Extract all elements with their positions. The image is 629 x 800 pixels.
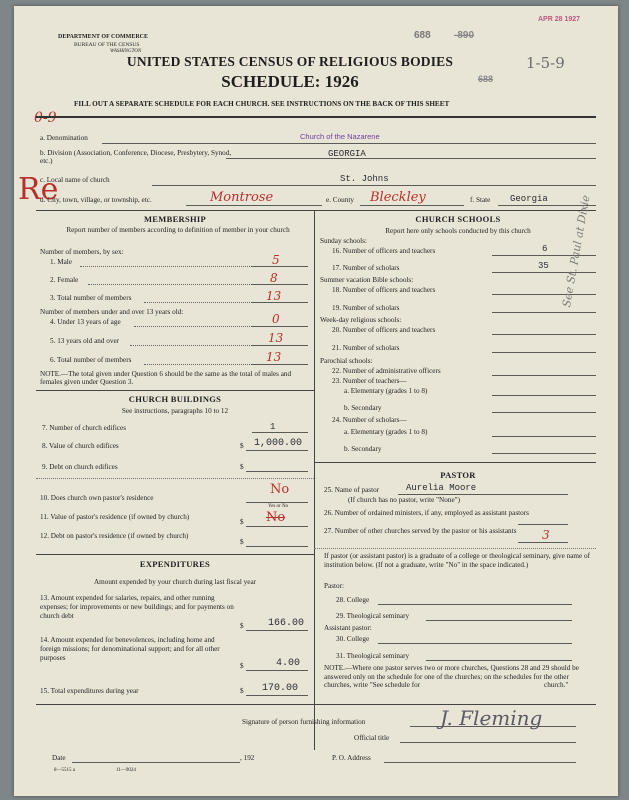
assistant-subheading: Assistant pastor:: [324, 624, 372, 632]
membership-heading: MEMBERSHIP: [143, 214, 207, 224]
teachers-elementary-label: a. Elementary (grades 1 to 8): [344, 387, 428, 395]
pastor-note: NOTE.—Where one pastor serves two or more churches, Questions 28 and 29 should be answered only on the schedule for one of the churches; on the schedules for the other churches, write "See schedule for: [324, 664, 579, 690]
official-title-line: [400, 742, 576, 743]
edifices-count-line: [252, 432, 308, 433]
total-members-leader: [144, 302, 252, 303]
dollar-sign-13: $: [240, 622, 244, 630]
owns-residence-value: No: [270, 482, 290, 497]
city-town-value: Montrose: [210, 190, 274, 205]
membership-note: NOTE.—The total given under Question 6 should be the same as the total of males and females given under Question 3.: [40, 370, 292, 386]
pastor-name-hint: (If church has no pastor, write "None"): [348, 496, 460, 504]
female-leader: [88, 284, 252, 285]
edifices-debt-label: 9. Debt on church edifices: [42, 463, 118, 471]
date-line: [72, 762, 240, 763]
scholars-secondary-line: [492, 453, 596, 454]
male-label: 1. Male: [50, 258, 72, 266]
sunday-teachers-label: 16. Number of officers and teachers: [332, 247, 436, 255]
benevolences-line: [246, 670, 308, 671]
total-expenditures-line: [246, 695, 308, 696]
teachers-secondary-label: b. Secondary: [344, 404, 382, 412]
residence-value-label: 11. Value of pastor's residence (if owned by church): [40, 513, 190, 521]
city-town-line: [186, 205, 322, 206]
department-label: DEPARTMENT OF COMMERCE: [58, 34, 149, 40]
age-intro-label: Number of members under and over 13 years old:: [40, 308, 184, 316]
summer-teachers-label: 18. Number of officers and teachers: [332, 286, 436, 294]
weekday-teachers-line: [492, 334, 596, 335]
sunday-scholars-value: 35: [538, 261, 549, 271]
under-13-line: [252, 326, 308, 327]
edifices-count-value: 1: [270, 422, 276, 432]
running-expenses-line: [246, 630, 308, 631]
total-members-6-leader: [144, 364, 252, 365]
dollar-sign-15: $: [240, 687, 244, 695]
county-line: [360, 205, 464, 206]
header-rule: [36, 116, 596, 118]
total-members-6-label: 6. Total number of members: [50, 356, 132, 364]
serial-number-stamp: 688: [414, 30, 431, 41]
date-label: Date: [52, 754, 66, 762]
buildings-rule: [36, 390, 314, 391]
margin-pencil-note: See St. Paul at Dixie: [560, 194, 593, 309]
total-expenditures-value: 170.00: [262, 683, 299, 694]
other-churches-label: 27. Number of other churches served by the pastor or his assistants: [324, 527, 517, 535]
graduate-note: If pastor (or assistant pastor) is a graduate of a college or theological seminary, give name of institution below. (If not a graduate, write "No" in the space indicated.): [324, 552, 590, 569]
official-title-label: Official title: [354, 734, 390, 742]
pastor-note-end: church.": [544, 681, 569, 689]
benevolences-value: 4.00: [276, 658, 301, 669]
yes-no-hint: Yes or No: [268, 504, 289, 509]
summer-scholars-line: [492, 312, 596, 313]
assistant-pastors-label: 26. Number of ordained ministers, if any, employed as assistant pastors: [324, 509, 529, 517]
form-title: UNITED STATES CENSUS OF RELIGIOUS BODIES: [126, 54, 454, 69]
state-label: f. State: [470, 196, 491, 204]
handwritten-code-right: 1-5-9: [526, 54, 565, 72]
pastor-subheading: Pastor:: [324, 582, 344, 590]
pastor-college-label: 28. College: [336, 596, 370, 604]
bureau-label: BUREAU OF THE CENSUS: [74, 42, 140, 48]
section-rule-top: [36, 210, 596, 211]
edifices-count-label: 7. Number of church edifices: [42, 424, 127, 432]
pastor-name-label: 25. Name of pastor: [324, 486, 380, 494]
pastor-name-value: Aurelia Moore: [406, 483, 477, 493]
male-value: 5: [272, 253, 280, 267]
running-expenses-value: 166.00: [268, 618, 305, 629]
scholars-elementary-label: a. Elementary (grades 1 to 8): [344, 428, 428, 436]
edifices-value-line: [246, 450, 308, 451]
female-value: 8: [270, 271, 278, 285]
sunday-scholars-label: 17. Number of scholars: [332, 264, 400, 272]
pastor-seminary-line: [426, 620, 572, 621]
running-expenses-label: 13. Amount expended for salaries, repairs, and other running expenses; for improvements or new buildings; and for payments on church debt: [40, 594, 234, 620]
summer-schools-label: Summer vacation Bible schools:: [320, 276, 414, 284]
parochial-teachers-label: 23. Number of teachers—: [332, 377, 407, 385]
serial-number-struck-2: 688: [478, 74, 494, 84]
other-churches-line: [518, 542, 568, 543]
edifices-value-value: 1,000.00: [254, 438, 303, 449]
total-members-value: 13: [266, 289, 282, 303]
weekday-schools-label: Week-day religious schools:: [320, 316, 402, 324]
margin-mark: Re: [18, 172, 59, 207]
church-name-line: [152, 185, 596, 186]
summer-teachers-line: [492, 294, 596, 295]
residence-value-value: No: [266, 510, 286, 525]
division-label: b. Division (Association, Conference, Diocese, Presbytery, Synod, etc.): [40, 149, 232, 165]
buildings-heading: CHURCH BUILDINGS: [128, 394, 222, 404]
sunday-schools-label: Sunday schools:: [320, 237, 367, 245]
church-name-label: c. Local name of church: [40, 176, 110, 184]
footer-rule: [36, 704, 596, 705]
assistant-college-line: [378, 643, 572, 644]
weekday-scholars-label: 21. Number of scholars: [332, 344, 400, 352]
dollar-sign-8: $: [240, 442, 244, 450]
total-expenditures-label: 15. Total expenditures during year: [40, 687, 139, 695]
column-divider: [314, 210, 315, 750]
address-label: P. O. Address: [332, 754, 371, 762]
weekday-scholars-line: [492, 352, 596, 353]
schools-heading: CHURCH SCHOOLS: [415, 214, 501, 224]
expenditures-intro: Amount expended by your church during last fiscal year: [93, 578, 257, 586]
under-13-value: 0: [272, 312, 280, 326]
male-leader: [80, 266, 252, 267]
county-label: e. County: [326, 196, 354, 204]
denomination-value: Church of the Nazarene: [300, 132, 380, 141]
pastor-name-line: [398, 494, 568, 495]
dollar-sign-11: $: [240, 518, 244, 526]
over-13-leader: [130, 345, 252, 346]
dollar-sign-9: $: [240, 463, 244, 471]
graduate-rule: [314, 548, 596, 549]
address-line: [384, 762, 576, 763]
benevolences-label: 14. Amount expended for benevolences, including home and foreign missions; for denominational support; and for all other purposes: [40, 636, 220, 662]
other-churches-value: 3: [542, 528, 550, 542]
instruction-banner: FILL OUT A SEPARATE SCHEDULE FOR EACH CHURCH. SEE INSTRUCTIONS ON THE BACK OF THIS SHEET: [74, 100, 450, 108]
schools-intro: Report here only schools conducted by this church: [385, 227, 531, 235]
signature-value: J. Fleming: [440, 706, 543, 730]
expenditures-heading: EXPENDITURES: [139, 559, 211, 569]
dollar-sign-12: $: [240, 538, 244, 546]
sunday-teachers-value: 6: [542, 244, 548, 254]
denomination-label: a. Denomination: [40, 134, 88, 142]
female-line: [252, 284, 308, 285]
pastor-heading: PASTOR: [440, 470, 476, 480]
county-value: Bleckley: [370, 190, 426, 205]
edifices-debt-line: [246, 471, 308, 472]
weekday-teachers-label: 20. Number of officers and teachers: [332, 326, 436, 334]
handwritten-code-left: 0-9: [34, 110, 57, 126]
church-name-value: St. Johns: [340, 174, 389, 184]
census-schedule-sheet: [14, 6, 618, 796]
assistant-college-label: 30. College: [336, 635, 370, 643]
serial-number-struck: -890: [454, 30, 475, 41]
under-13-leader: [134, 326, 252, 327]
male-line: [252, 266, 308, 267]
city-label: WASHINGTON: [110, 49, 142, 54]
signature-label: Signature of person furnishing information: [242, 718, 366, 726]
residence-debt-line: [246, 546, 308, 547]
membership-intro: Report number of members according to definition of member in your church: [66, 226, 290, 234]
expenditures-rule: [36, 554, 314, 555]
over-13-line: [252, 345, 308, 346]
pastor-college-line: [378, 604, 572, 605]
under-13-label: 4. Under 13 years of age: [50, 318, 121, 326]
division-value: GEORGIA: [328, 149, 366, 159]
denomination-line: [102, 143, 596, 144]
members-by-sex-label: Number of members, by sex:: [40, 248, 124, 256]
state-value: Georgia: [510, 194, 548, 204]
pastor-rule: [314, 462, 596, 463]
parochial-officers-label: 22. Number of administrative officers: [332, 367, 441, 375]
assistant-seminary-line: [426, 660, 572, 661]
scholars-secondary-label: b. Secondary: [344, 445, 382, 453]
dollar-sign-14: $: [240, 662, 244, 670]
city-town-label: d. City, town, village, or township, etc.: [40, 196, 152, 204]
parochial-scholars-label: 24. Number of scholars—: [332, 416, 407, 424]
over-13-value: 13: [268, 331, 284, 345]
residence-value-line: [246, 526, 308, 527]
total-members-6-line: [252, 364, 308, 365]
assistant-pastors-line: [518, 524, 568, 525]
summer-scholars-label: 19. Number of scholars: [332, 304, 400, 312]
buildings-intro: See instructions, paragraphs 10 to 12: [121, 407, 229, 415]
buildings-sub-rule: [36, 478, 314, 479]
total-members-label: 3. Total number of members: [50, 294, 132, 302]
sunday-scholars-line: [492, 272, 596, 273]
print-number: 11—9024: [116, 768, 136, 773]
received-date-stamp: APR 28 1927: [538, 16, 581, 23]
parochial-schools-label: Parochial schools:: [320, 357, 373, 365]
female-label: 2. Female: [50, 276, 79, 284]
pastor-seminary-label: 29. Theological seminary: [336, 612, 410, 620]
owns-residence-line: [246, 502, 308, 503]
division-line: [226, 158, 596, 159]
parochial-officers-line: [492, 375, 596, 376]
over-13-label: 5. 13 years old and over: [50, 337, 120, 345]
owns-residence-label: 10. Does church own pastor's residence: [40, 494, 154, 502]
teachers-elementary-line: [492, 395, 596, 396]
residence-debt-label: 12. Debt on pastor's residence (if owned by church): [40, 532, 189, 540]
scholars-elementary-line: [492, 436, 596, 437]
assistant-seminary-label: 31. Theological seminary: [336, 652, 410, 660]
total-members-6-value: 13: [266, 350, 282, 364]
form-subtitle: SCHEDULE: 1926: [221, 72, 359, 91]
edifices-value-label: 8. Value of church edifices: [42, 442, 119, 450]
form-number: 8—5515 a: [54, 768, 75, 773]
date-year: , 192: [240, 754, 255, 762]
teachers-secondary-line: [492, 412, 596, 413]
